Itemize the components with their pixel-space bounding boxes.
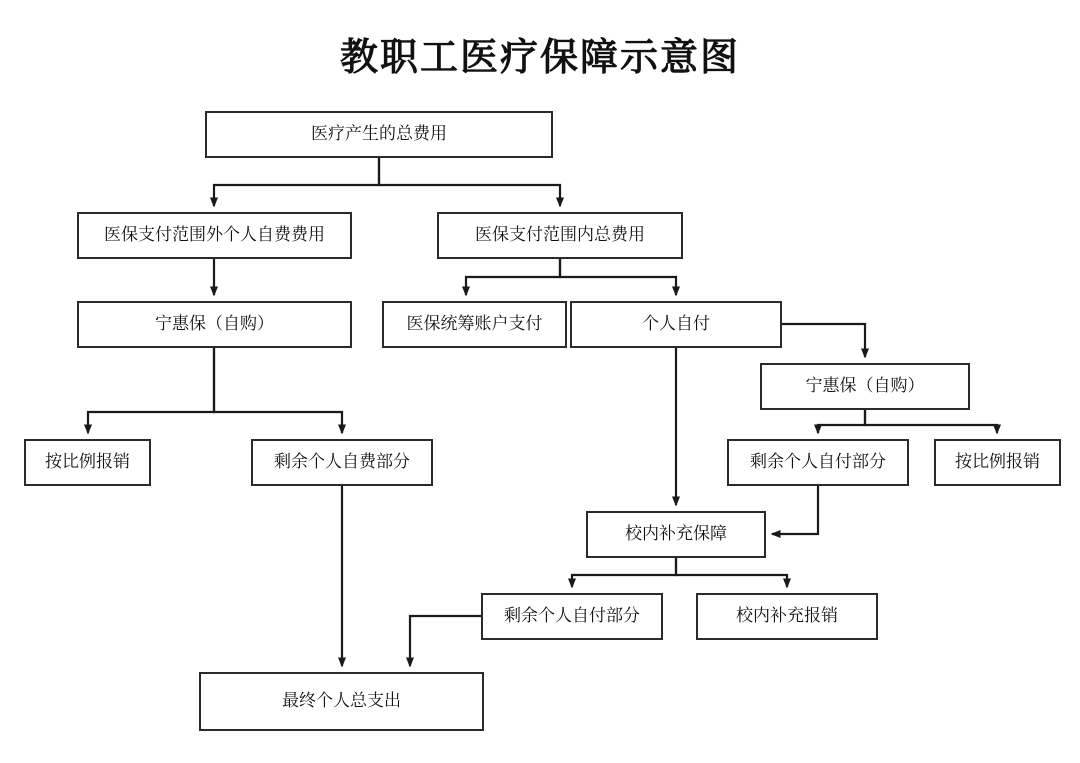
flow-edge-remain-self-pay2-to-final-total bbox=[410, 616, 481, 666]
flow-edge-inside-to-pooling-account bbox=[466, 259, 560, 295]
flow-node-label: 最终个人总支出 bbox=[282, 691, 401, 711]
flow-node-pooling-account bbox=[382, 301, 567, 348]
flow-node-inside bbox=[437, 212, 683, 259]
page-title: 教职工医疗保障示意图 bbox=[339, 37, 740, 79]
flow-node-label: 按比例报销 bbox=[955, 452, 1040, 472]
flow-edge-campus-extra-to-campus-reimburse bbox=[676, 558, 787, 587]
flow-node-label: 校内补充保障 bbox=[625, 524, 727, 544]
flow-node-label: 医保支付范围外个人自费费用 bbox=[104, 225, 325, 245]
flow-node-ninghui-left bbox=[77, 301, 352, 348]
flow-node-label: 剩余个人自付部分 bbox=[504, 606, 640, 626]
flow-edge-ninghui-left-to-ratio-left bbox=[88, 348, 214, 433]
flow-node-ratio-right bbox=[934, 439, 1061, 486]
flow-edge-campus-extra-to-remain-self-pay2 bbox=[572, 558, 676, 587]
flow-edge-ninghui-right-to-ratio-right bbox=[865, 410, 997, 433]
flow-node-label: 剩余个人自付部分 bbox=[750, 452, 886, 472]
flow-node-label: 宁惠保（自购） bbox=[805, 376, 925, 396]
flow-edge-total-to-inside bbox=[379, 158, 560, 206]
flow-node-remain-self-pay2 bbox=[481, 593, 663, 640]
flow-edge-ninghui-right-to-remain-self-pay bbox=[818, 410, 865, 433]
flow-node-self-pay bbox=[570, 301, 782, 348]
flow-node-label: 校内补充报销 bbox=[736, 606, 838, 626]
flow-edge-self-pay-to-ninghui-right bbox=[782, 324, 865, 357]
flow-edge-total-to-outside bbox=[214, 158, 379, 206]
flow-node-ratio-left bbox=[24, 439, 151, 486]
flow-node-label: 按比例报销 bbox=[45, 452, 130, 472]
flow-node-remain-self-cost bbox=[251, 439, 433, 486]
flow-node-campus-reimburse bbox=[696, 593, 878, 640]
flow-node-outside bbox=[77, 212, 352, 259]
flow-node-total bbox=[205, 111, 553, 158]
flow-node-remain-self-pay bbox=[727, 439, 909, 486]
flow-node-campus-extra bbox=[586, 511, 766, 558]
flow-edge-inside-to-self-pay bbox=[560, 259, 676, 295]
flow-node-label: 宁惠保（自购） bbox=[155, 314, 274, 334]
flow-node-ninghui-right bbox=[760, 363, 970, 410]
flow-node-label: 医保统筹账户支付 bbox=[406, 314, 543, 334]
flow-edge-remain-self-pay-to-campus-extra bbox=[772, 486, 818, 534]
flow-node-label: 医疗产生的总费用 bbox=[311, 124, 447, 144]
flow-node-label: 医保支付范围内总费用 bbox=[475, 225, 645, 245]
flow-node-label: 剩余个人自费部分 bbox=[274, 452, 410, 472]
flow-edge-ninghui-left-to-remain-self-cost bbox=[214, 348, 342, 433]
flow-node-final-total bbox=[199, 672, 484, 731]
flow-node-label: 个人自付 bbox=[642, 314, 710, 334]
